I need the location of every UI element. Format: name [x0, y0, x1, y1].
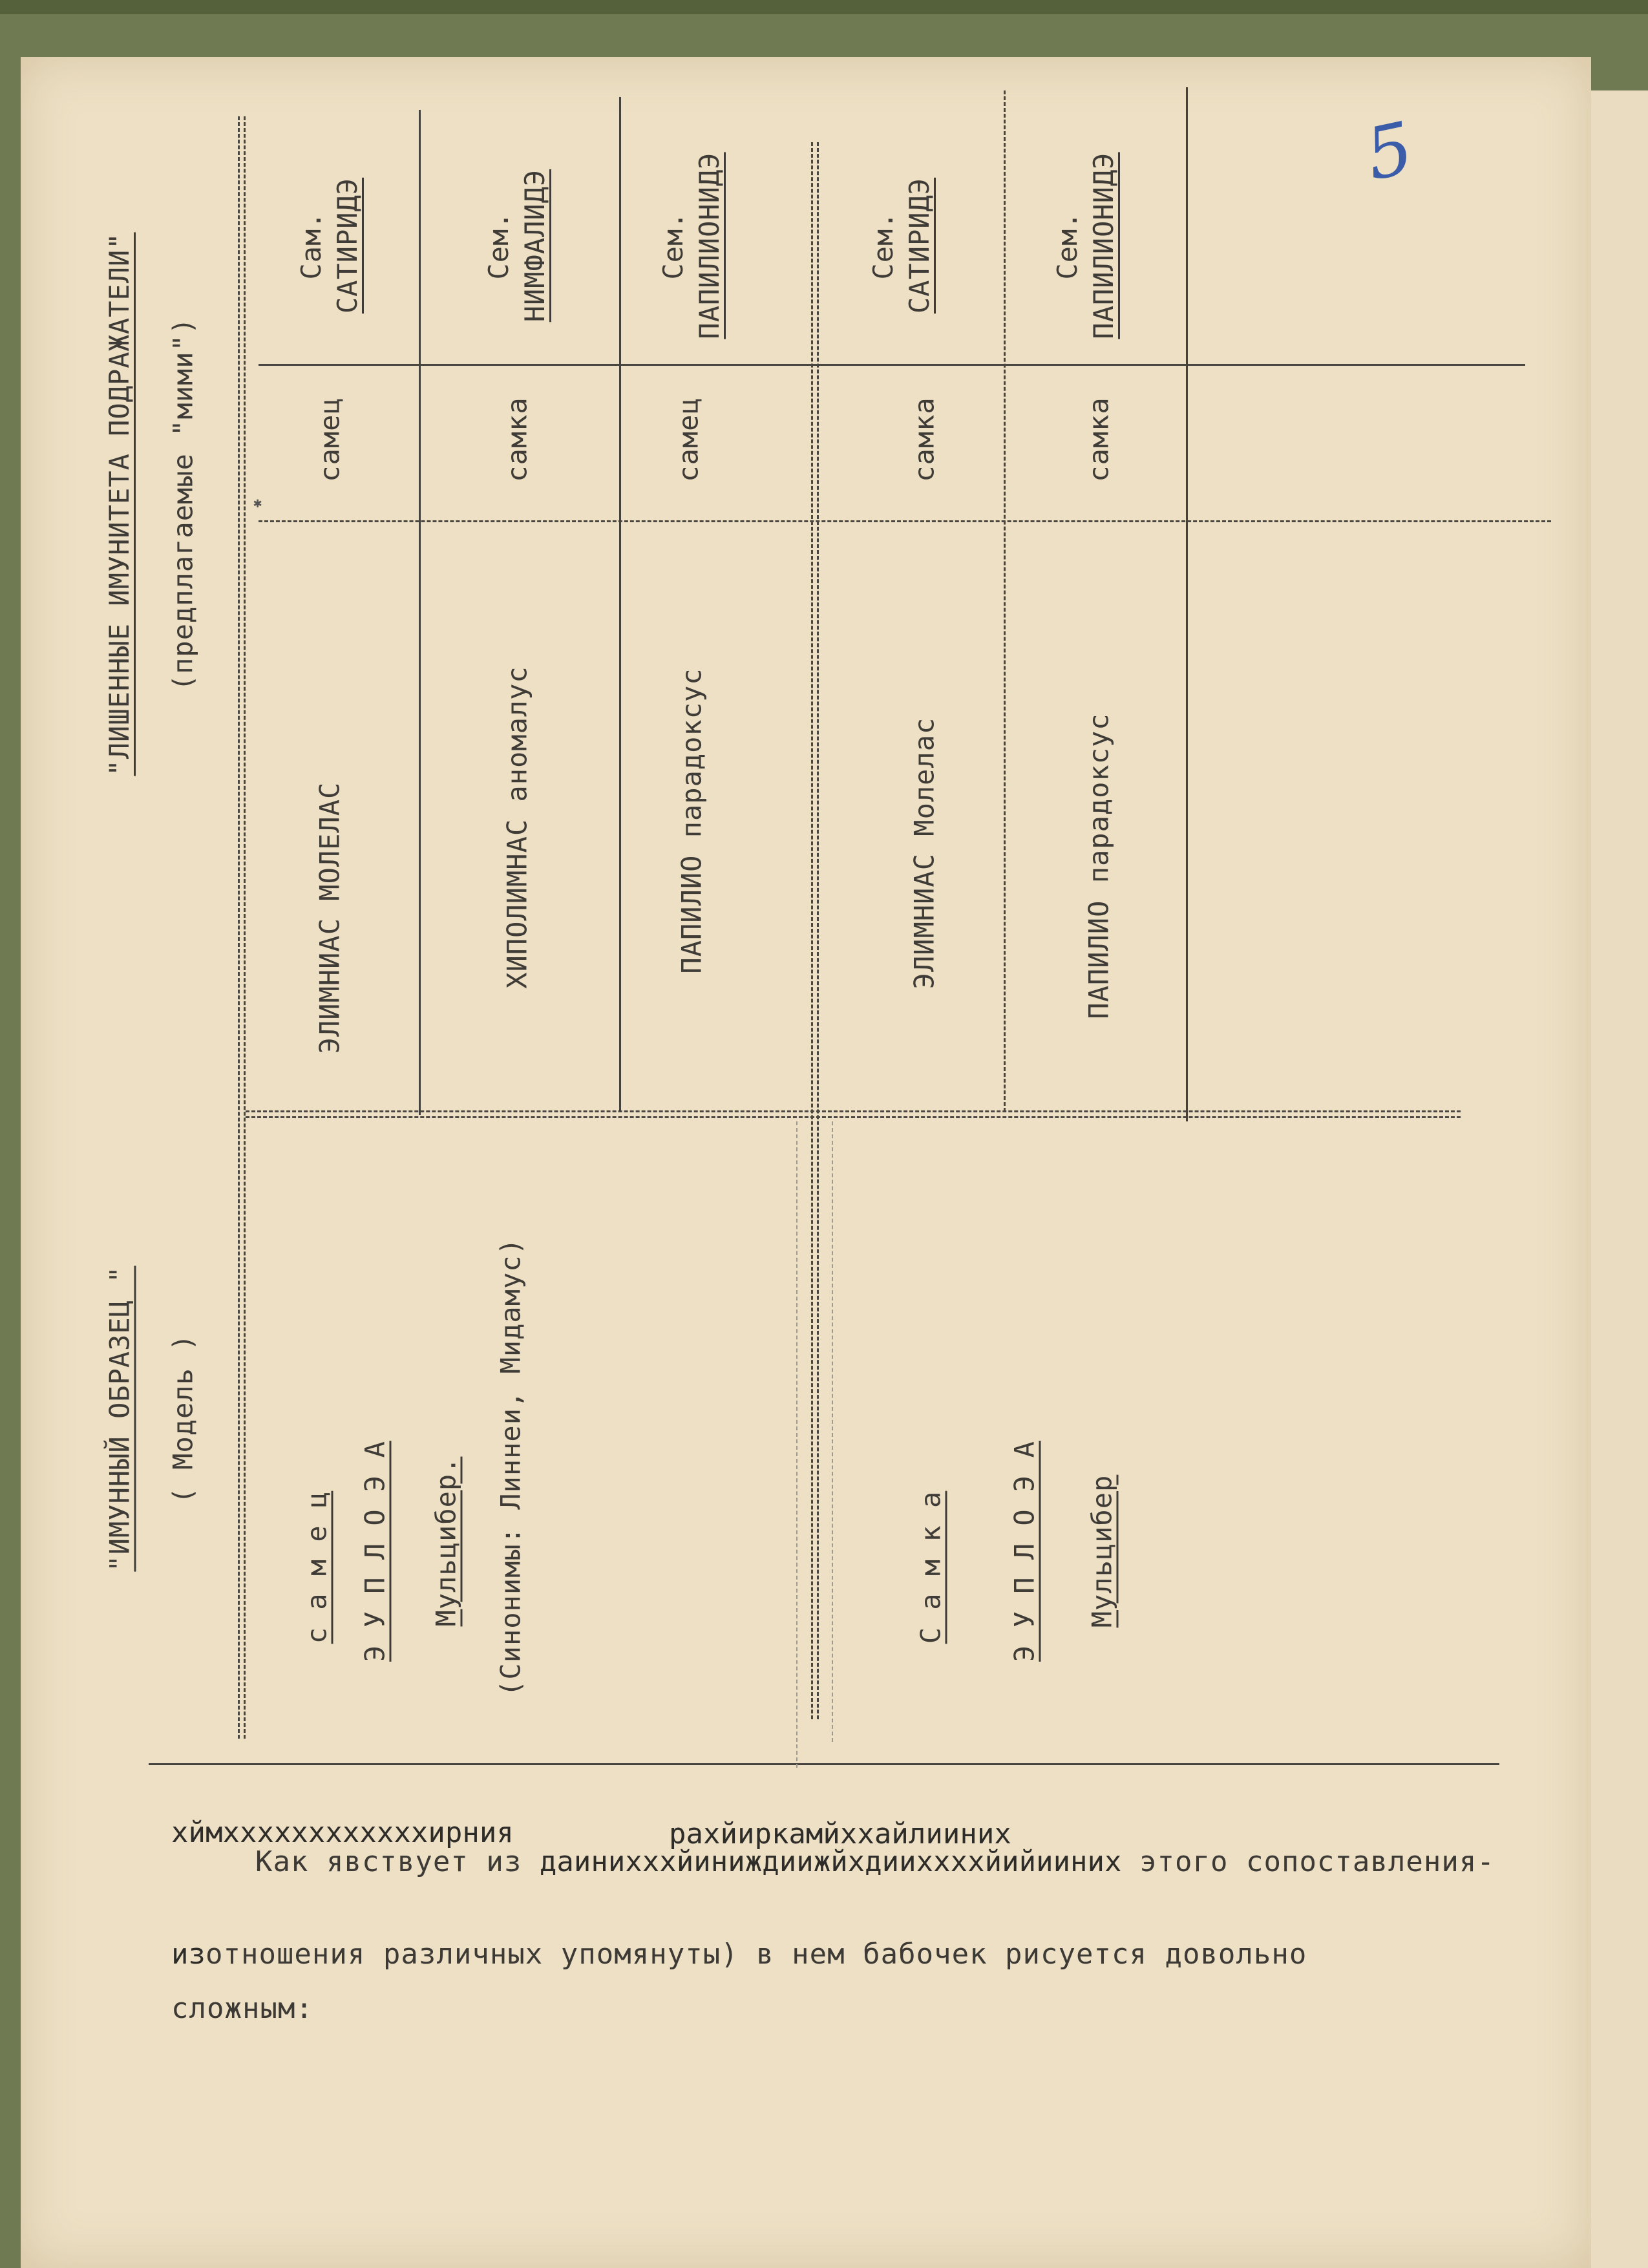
- line1-end: этого сопоставления-: [1139, 1845, 1495, 1878]
- model-title: "ИМУННЫЙ ОБРАЗЕЦ ": [103, 1266, 136, 1572]
- paragraph-line-1: [255, 1845, 1495, 1878]
- pencil-mark: ✱: [253, 495, 262, 511]
- family-prefix: Сем.: [867, 211, 899, 280]
- struck-text-a: хймххххххххххххирния: [171, 1816, 514, 1849]
- struck-text-b: рахйиркамйххайлииних: [669, 1818, 1011, 1850]
- paper-sheet: [21, 57, 1591, 2268]
- pencil-guide-1: [796, 1121, 798, 1768]
- line2-struck: из: [171, 1938, 206, 1971]
- model-2-genus: Э У П Л О Э А: [1008, 1441, 1041, 1662]
- mimic-sex-4: самка: [908, 397, 940, 482]
- model-subtitle-block: [167, 1333, 199, 1504]
- paper-edge: [1591, 90, 1648, 2268]
- pencil-guide-2: [832, 1121, 833, 1742]
- row-divider-rule: [259, 520, 1551, 522]
- family-prefix: Сем.: [1051, 211, 1083, 280]
- mimic-species-4: ЭЛИМНИАС Молелас: [908, 717, 940, 990]
- family-prefix: Сам.: [295, 211, 327, 280]
- mimics-subtitle-block: [167, 317, 199, 692]
- mimic-sex-5: самка: [1083, 397, 1115, 482]
- scanner-frame: [0, 0, 1648, 14]
- paragraph-line-3: сложным:: [171, 1992, 313, 2025]
- family-name: ПАПИЛИОНИДЭ: [1088, 152, 1119, 339]
- model-1-sex: с а м е ц: [301, 1490, 333, 1644]
- line2-rest: отношения различных упомянуты) в нем бабочек рисуется довольно: [205, 1938, 1307, 1971]
- family-name: САТИРИДЭ: [332, 177, 363, 314]
- family-name: ПАПИЛИОНИДЭ: [693, 152, 725, 339]
- family-name: НИМФАЛИДЭ: [519, 169, 551, 323]
- column-rule-1: [419, 110, 421, 1115]
- mimic-species-1: ЭЛИМНИАС МОЛЕЛАС: [313, 781, 346, 1054]
- model-2-sex: С а м к а: [914, 1490, 947, 1644]
- family-prefix: Сем.: [483, 211, 514, 280]
- family-name: САТИРИДЭ: [903, 177, 935, 314]
- mimic-sex-1: самец: [313, 397, 346, 482]
- mimic-species-3: ПАПИЛИО парадоксус: [675, 668, 708, 974]
- column-rule-5: [1186, 87, 1188, 1121]
- page-number: 5: [1358, 106, 1421, 196]
- mimic-sex-2: самка: [501, 397, 533, 482]
- mimics-title: "ЛИШЕННЫЕ ИМУНИТЕТА ПОДРАЖАТЕЛИ": [103, 232, 135, 776]
- family-prefix: Сем.: [657, 211, 689, 280]
- model-1-synonyms: (Синонимы: Линнеи, Мидамус): [494, 1238, 527, 1697]
- paragraph-line-2: [171, 1938, 1307, 1971]
- center-double-rule: [811, 142, 819, 1719]
- mimic-family-2: [483, 169, 551, 323]
- model-subtitle: ( Модель ): [167, 1333, 199, 1504]
- line1-start: Как явствует из: [255, 1845, 522, 1878]
- model-2-species: Мульцибер: [1086, 1474, 1118, 1628]
- mimic-species-5: ПАПИЛИО парадоксус: [1083, 713, 1115, 1019]
- table-bottom-rule: [149, 1763, 1499, 1765]
- model-1-genus: Э У П Л О Э А: [359, 1441, 391, 1662]
- line1-struck: даинихххйиниждиижйхдииххххйийииних: [539, 1845, 1122, 1878]
- column-rule-4: [1004, 90, 1006, 1112]
- mimic-sex-3: самец: [672, 397, 704, 482]
- section-divider-rule: [246, 1110, 1461, 1118]
- sex-family-divider: [259, 364, 1525, 366]
- column-rule-2: [619, 97, 621, 1112]
- mimics-subtitle: (предплагаемые "мими"): [167, 317, 199, 692]
- mimic-species-2: ХИПОЛИМНАС аномалус: [501, 666, 533, 989]
- model-1-species: Мульцибер.: [430, 1456, 462, 1627]
- left-border-double: [238, 116, 246, 1739]
